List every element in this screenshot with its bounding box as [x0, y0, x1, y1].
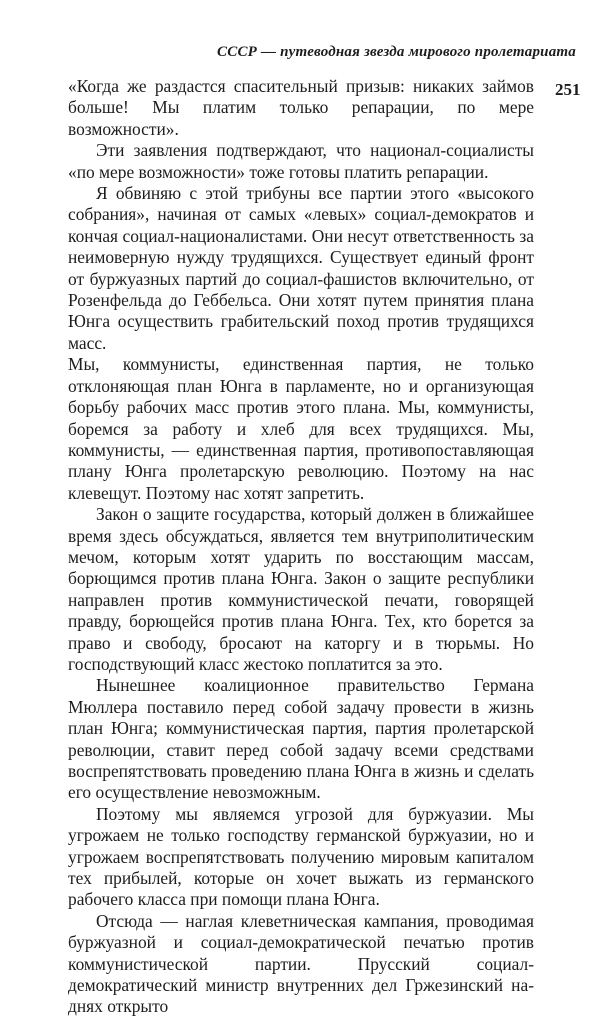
running-title: СССР — путеводная звезда мирового пролетариата: [217, 44, 576, 60]
page-number: 251: [555, 80, 581, 99]
body-text: [68, 76, 534, 1018]
paragraph-1: «Когда же раздастся спасительный призыв: никаких займов больше! Мы платим только репарации, по мере возможности».: [68, 76, 534, 139]
paragraph-3: Я обвиняю с этой трибуны все партии этого «высокого собрания», начиная от самых «левых» социал-демократов и кончая социал-националистами. Они несут ответственность за неимоверную нужду трудящихся. Существует единый фронт от буржуазных партий до социал-фашистов включительно, от Розенфельда до Геббельса. Они хотят путем принятия плана Юнга осуществить грабительский поход против трудящихся масс.: [68, 183, 534, 353]
paragraph-4: Мы, коммунисты, единственная партия, не только отклоняющая план Юнга в парламенте, но и организующая борьбу рабочих масс против этого плана. Мы, коммунисты, боремся за работу и хлеб для всех трудящихся. Мы, коммунисты, — единственная партия, противопоставляющая плану Юнга пролетарскую революцию. Поэтому на нас клевещут. Поэтому нас хотят запретить.: [68, 354, 534, 503]
paragraph-7: Поэтому мы являемся угрозой для буржуазии. Мы угрожаем не только господству германской буржуазии, но и угрожаем воспрепятствовать получению мировым капиталом тех прибылей, которые он хочет выжать из германского рабочего класса при помощи плана Юнга.: [68, 803, 534, 910]
paragraph-8: Отсюда — наглая клеветническая кампания, проводимая буржуазной и социал-демократической печатью против коммунистической партии. Прусский социал-демократический министр внутренних дел Гржезинский на-днях открыто: [68, 910, 534, 1017]
paragraph-2: Эти заявления подтверждают, что национал-социалисты «по мере возможности» тоже готовы платить репарации.: [68, 140, 534, 182]
paragraph-5: Закон о защите государства, который должен в ближайшее время здесь обсуждаться, является тем внутриполитическим мечом, которым хотят ударить по восстающим массам, борющимся против плана Юнга. Закон о защите республики направлен против коммунистической печати, говорящей правду, борющейся против плана Юнга. Тех, кто борется за право и свободу, бросают на каторгу и в тюрьмы. Но господствующий класс жестоко поплатится за это.: [68, 504, 534, 674]
running-head: [0, 44, 600, 68]
paragraph-6: Нынешнее коалиционное правительство Германа Мюллера поставило перед собой задачу провести в жизнь план Юнга; коммунистическая партия, партия пролетарской революции, ставит перед собой задачу всеми средствами воспрепятствовать проведению плана Юнга в жизнь и сделать его осуществление невозможным.: [68, 675, 534, 803]
